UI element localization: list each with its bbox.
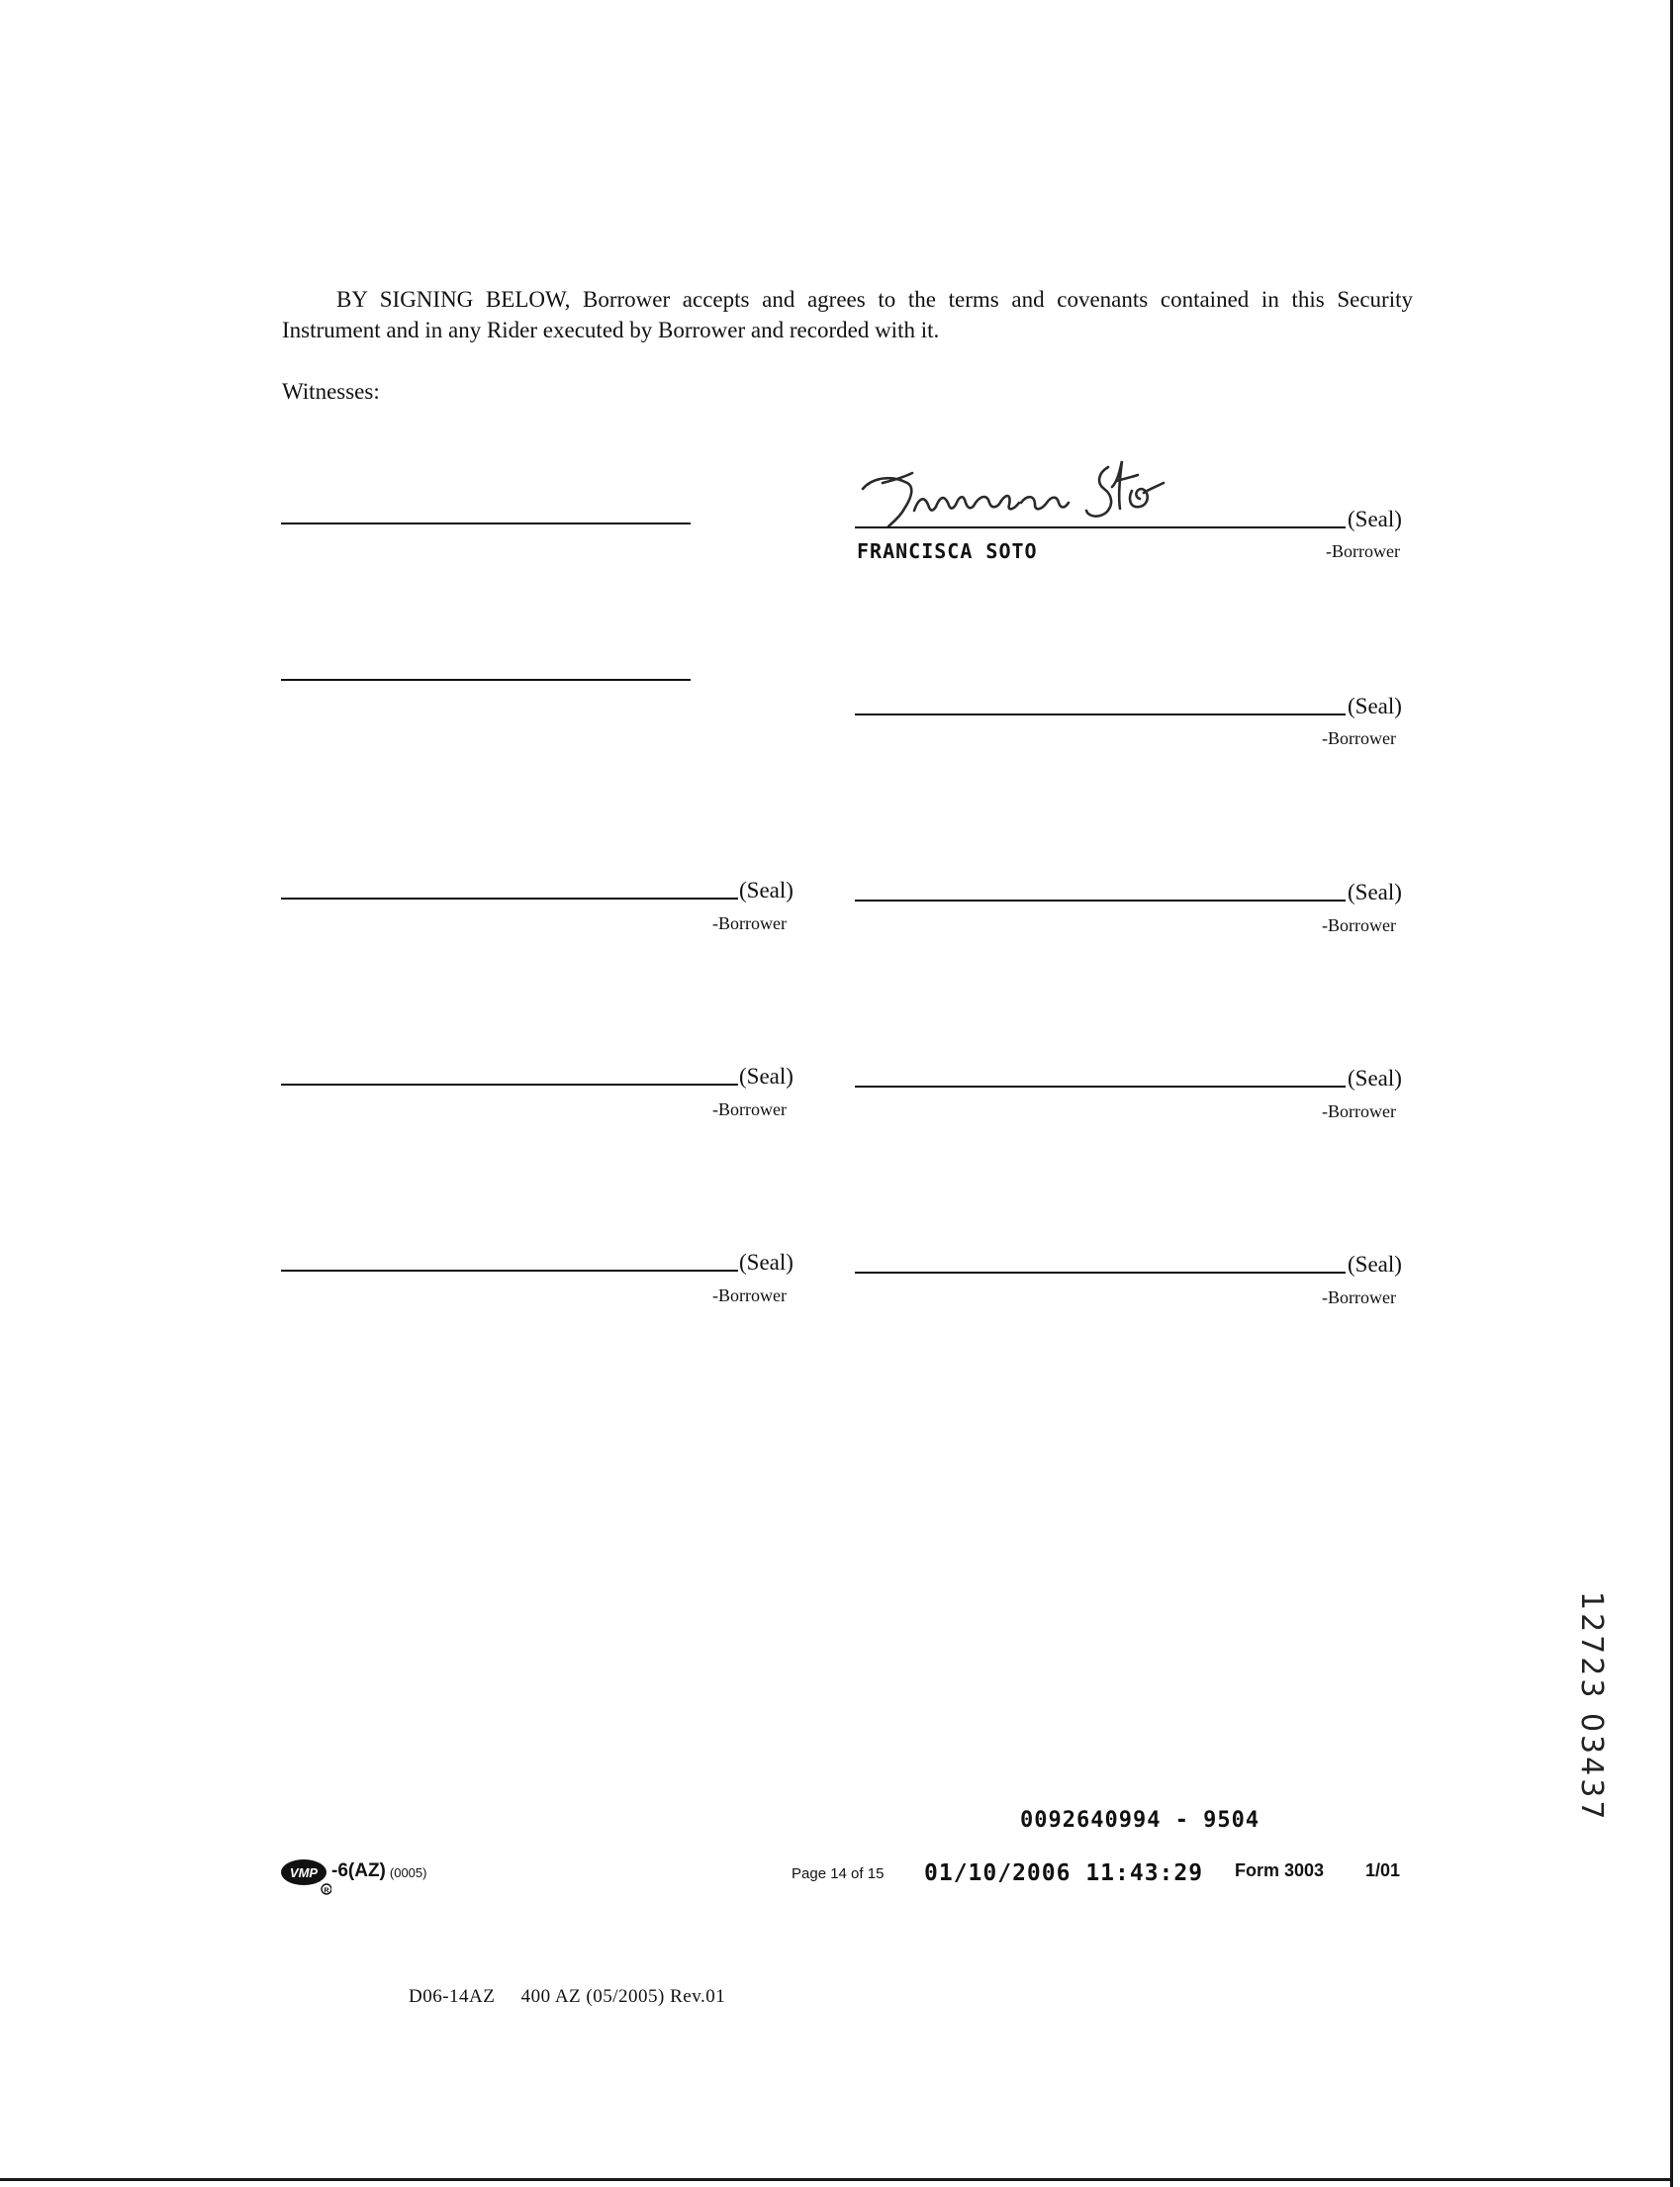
borrower-label-6: -Borrower (1322, 1101, 1396, 1121)
scan-edge-right (1670, 0, 1673, 2187)
form-revision-date: 1/01 (1365, 1860, 1401, 1880)
seal-label-8: (Seal) (1348, 1252, 1402, 1277)
form-code-version: (0005) (389, 1865, 427, 1880)
scan-edge-bottom (0, 2178, 1672, 2181)
borrower-label-8: -Borrower (1322, 1287, 1396, 1307)
loan-number: 0092640994 - 9504 (1020, 1808, 1260, 1833)
form-identifier (280, 1856, 426, 1896)
borrower-signature-line-5[interactable] (281, 1084, 738, 1086)
borrower-signature-line-2[interactable] (855, 713, 1346, 715)
seal-label-6: (Seal) (1348, 1066, 1402, 1091)
seal-label-2: (Seal) (1348, 694, 1402, 718)
borrower-printed-name: FRANCISCA SOTO (857, 539, 1038, 563)
witness-line-1[interactable] (281, 523, 691, 524)
borrower-label-7: -Borrower (712, 1285, 787, 1305)
form-code: -6(AZ) (331, 1860, 386, 1881)
borrower-signature-line-1[interactable] (855, 526, 1346, 528)
document-code-text: D06-14AZ 400 AZ (05/2005) Rev.01 (409, 1986, 726, 2007)
page-indicator: Page 14 of 15 (792, 1865, 885, 1882)
svg-text:R: R (324, 1887, 329, 1895)
borrower-signature-line-7[interactable] (281, 1270, 738, 1272)
vmp-logo-text: VMP (289, 1865, 319, 1880)
borrower-label-5: -Borrower (712, 1099, 787, 1119)
borrower-label-3: -Borrower (712, 913, 787, 933)
seal-label-5: (Seal) (739, 1064, 793, 1089)
recording-number: 12723 03437 (1574, 1591, 1609, 1823)
form-number: Form 3003 (1235, 1860, 1325, 1880)
borrower-signature-line-4[interactable] (855, 900, 1346, 902)
borrower-label-4: -Borrower (1322, 915, 1396, 935)
witness-line-2[interactable] (281, 679, 691, 681)
signing-statement-lead: BY SIGNING BELOW, (336, 287, 571, 312)
seal-label-4: (Seal) (1348, 880, 1402, 904)
borrower-label-1: -Borrower (1326, 541, 1400, 561)
borrower-signature-line-6[interactable] (855, 1086, 1346, 1088)
borrower-signature-line-3[interactable] (281, 898, 738, 900)
borrower-signature-line-8[interactable] (855, 1272, 1346, 1274)
signing-statement (282, 284, 1413, 345)
document-code (409, 1986, 725, 2008)
print-timestamp: 01/10/2006 11:43:29 (924, 1860, 1204, 1886)
signing-statement-body: Borrower accepts and agrees to the terms and covenants contained in this Security Instrument and in any Rider executed by Borrower and recorded with it. (282, 287, 1413, 342)
borrower-label-2: -Borrower (1322, 728, 1396, 748)
vmp-logo-icon (280, 1856, 331, 1896)
borrower-signature (853, 447, 1249, 536)
seal-label-1: (Seal) (1348, 507, 1402, 531)
seal-label-3: (Seal) (739, 878, 793, 903)
seal-label-7: (Seal) (739, 1250, 793, 1275)
witnesses-label: Witnesses: (282, 379, 380, 404)
